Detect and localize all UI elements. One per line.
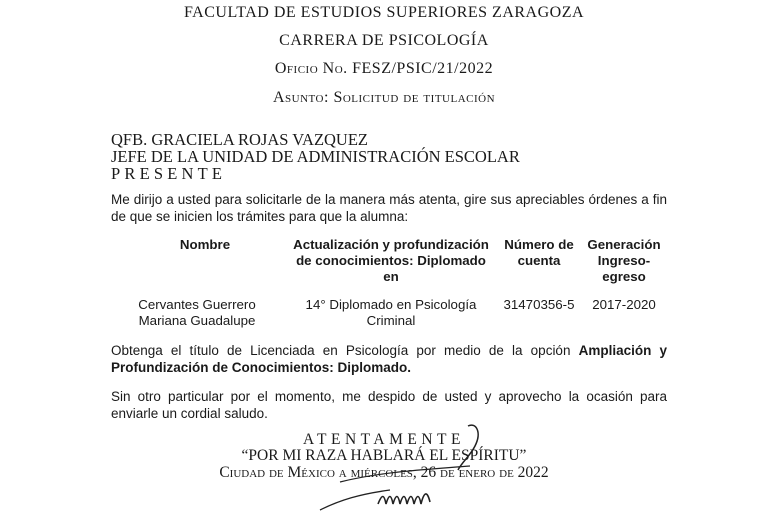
header-account: Número de cuenta [504, 237, 574, 268]
obtain-paragraph [111, 343, 667, 376]
cell-diploma: 14° Diplomado en Psicología Criminal [305, 297, 477, 328]
addressee-name: QFB. GRACIELA ROJAS VAZQUEZ [111, 130, 369, 149]
obtain-option: Ampliación y Profundización de Conocimientos: Diplomado. [111, 343, 667, 375]
cell-student-name: Cervantes Guerrero Mariana Guadalupe [138, 297, 256, 328]
office-number: Oficio No. FESZ/PSIC/21/2022 [274, 60, 494, 77]
faculty-title: FACULTAD DE ESTUDIOS SUPERIORES ZARAGOZA [183, 4, 585, 21]
cell-generation: 2017-2020 [592, 297, 656, 312]
addressee-position: JEFE DE LA UNIDAD DE ADMINISTRACIÓN ESCOLAR [111, 147, 520, 166]
atentamente: ATENTAMENTE [303, 431, 465, 448]
subject-line: Asunto: Solicitud de titulación [272, 89, 496, 106]
motto: “POR MI RAZA HABLARÁ EL ESPÍRITU” [241, 447, 527, 464]
handwritten-signature [300, 420, 520, 512]
obtain-prefix: Obtenga el título de Licenciada en Psicología por medio de la opción [111, 343, 579, 358]
career-title: CARRERA DE PSICOLOGÍA [279, 32, 489, 49]
header-name: Nombre [179, 237, 231, 252]
intro-paragraph: Me dirijo a usted para solicitarle de la manera más atenta, gire sus apreciables órdenes a fin de que se inicien los trámites para que la alumna: [111, 192, 667, 224]
closing-paragraph: Sin otro particular por el momento, me despido de usted y aprovecho la ocasión para enviarle un cordial saludo. [111, 389, 667, 421]
cell-account: 31470356-5 [503, 297, 575, 312]
place-date: Ciudad de México a miércoles, 26 de enero de 2022 [219, 464, 549, 481]
addressee-present: PRESENTE [111, 164, 227, 183]
header-generation: Generación Ingreso-egreso [587, 237, 661, 284]
header-update: Actualización y profundización de conocimientos: Diplomado en [293, 237, 489, 284]
